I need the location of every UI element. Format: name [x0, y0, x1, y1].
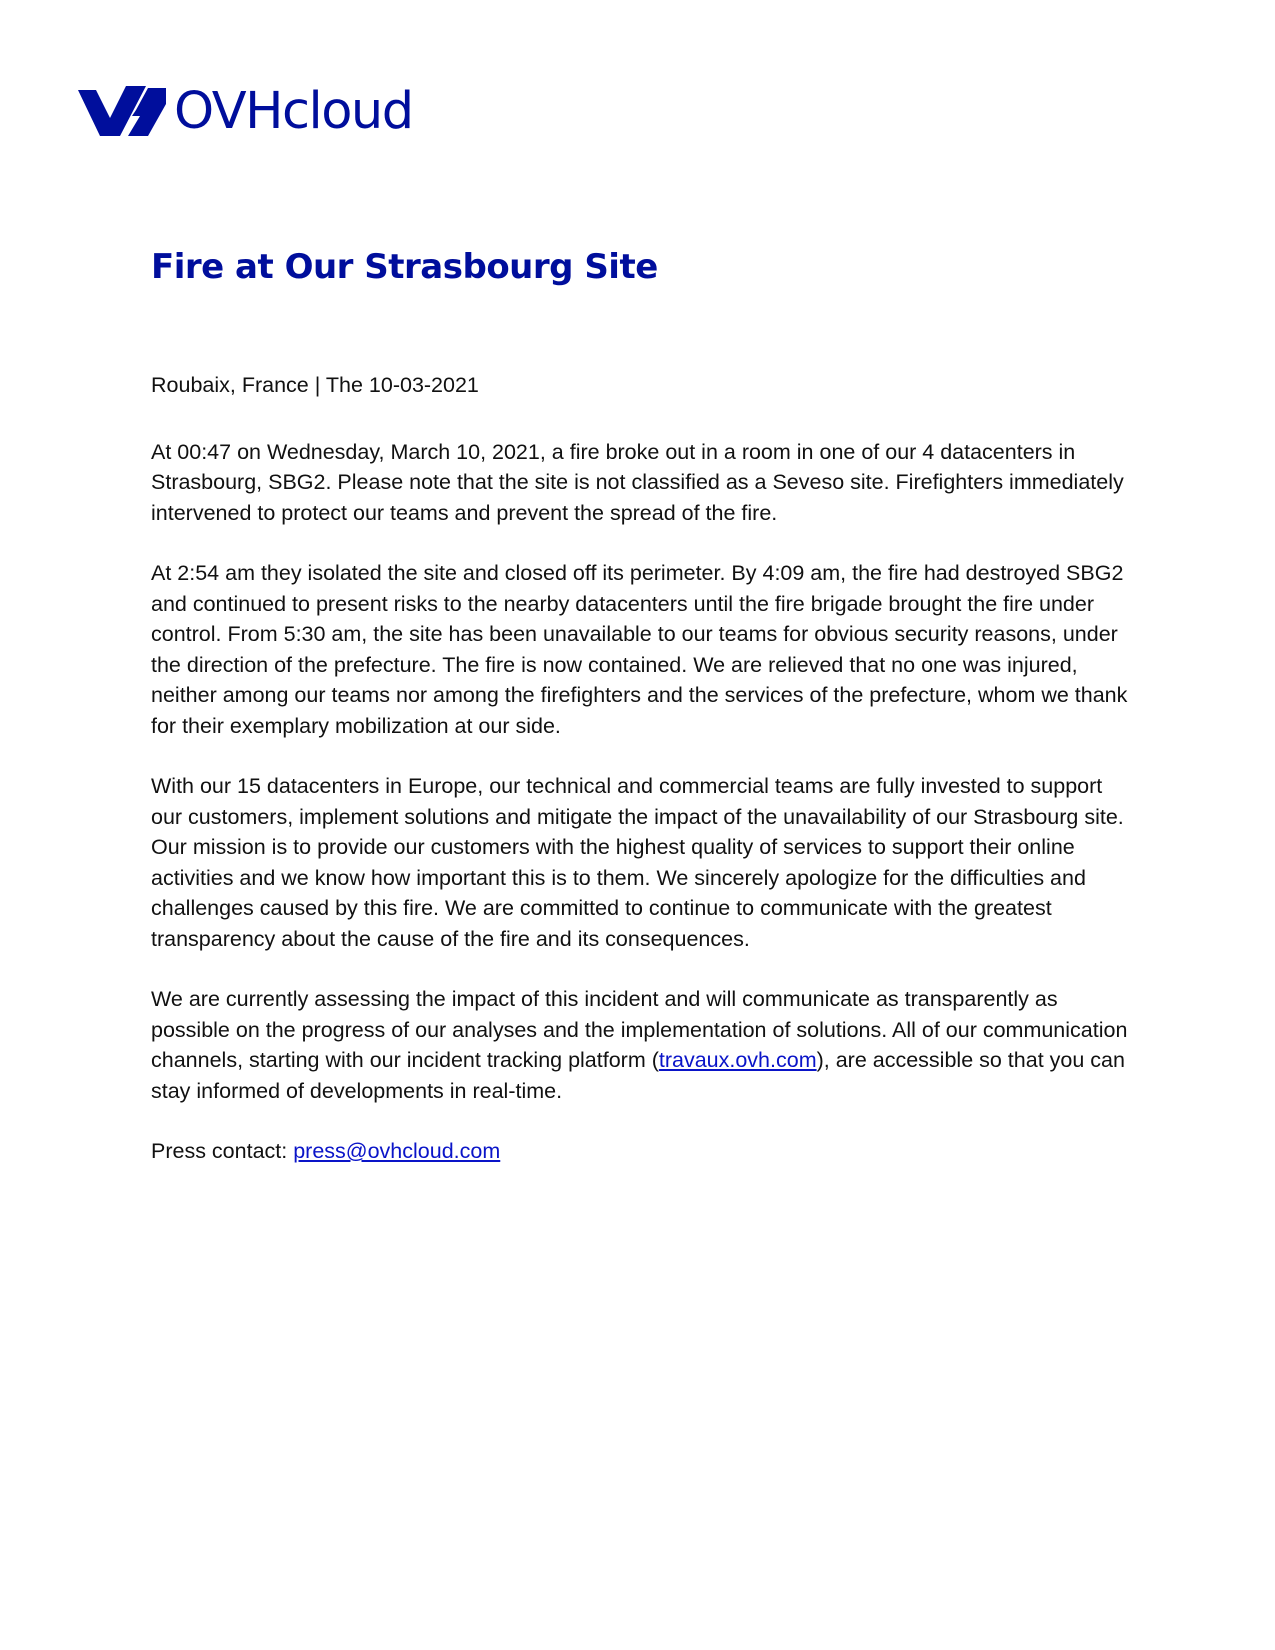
logo-wordmark: OVHcloud [174, 81, 413, 141]
paragraph-assessment [151, 984, 1131, 1106]
press-contact [151, 1136, 1131, 1167]
company-logo [76, 81, 413, 141]
press-contact-label: Press contact: [151, 1139, 294, 1163]
assessment-text-before: We are currently assessing the impact of this incident and will communicate as transparently as possible on the progress of our analyses and the implementation of solutions. All of our communication channels, starting with our incident tracking platform ( [151, 987, 1128, 1072]
paragraph-incident: At 00:47 on Wednesday, March 10, 2021, a fire broke out in a room in one of our 4 datacenters in Strasbourg, SBG2. Please note that the site is not classified as a Seveso site. Firefighters immediately intervened to protect our teams and prevent the spread of the fire. [151, 439, 1124, 525]
ovhcloud-logo-icon [76, 84, 168, 138]
press-email-link[interactable]: press@ovhcloud.com [293, 1139, 501, 1163]
page-title: Fire at Our Strasbourg Site [151, 247, 658, 287]
dateline: Roubaix, France | The 10-03-2021 [151, 373, 479, 397]
press-release-body [151, 370, 1131, 1197]
paragraph-timeline: At 2:54 am they isolated the site and closed off its perimeter. By 4:09 am, the fire had destroyed SBG2 and continued to present risks to the nearby datacenters until the fire brigade brought the fire under control. From 5:30 am, the site has been unavailable to our teams for obvious security reasons, under the direction of the prefecture. The fire is now contained. We are relieved that no one was injured, neither among our teams nor among the firefighters and the services of the prefecture, whom we thank for their exemplary mobilization at our side. [151, 561, 1128, 738]
assessment-text-after: ), are accessible so that you can stay informed of developments in real-time. [151, 1048, 1125, 1103]
paragraph-commitment: With our 15 datacenters in Europe, our technical and commercial teams are fully invested to support our customers, implement solutions and mitigate the impact of the unavailability of our Strasbourg site. Our mission is to provide our customers with the highest quality of services to support their online activities and we know how important this is to them. We sincerely apologize for the difficulties and challenges caused by this fire. We are committed to continue to communicate with the greatest transparency about the cause of the fire and its consequences. [151, 774, 1124, 951]
incident-tracking-link[interactable]: travaux.ovh.com [658, 1048, 817, 1072]
